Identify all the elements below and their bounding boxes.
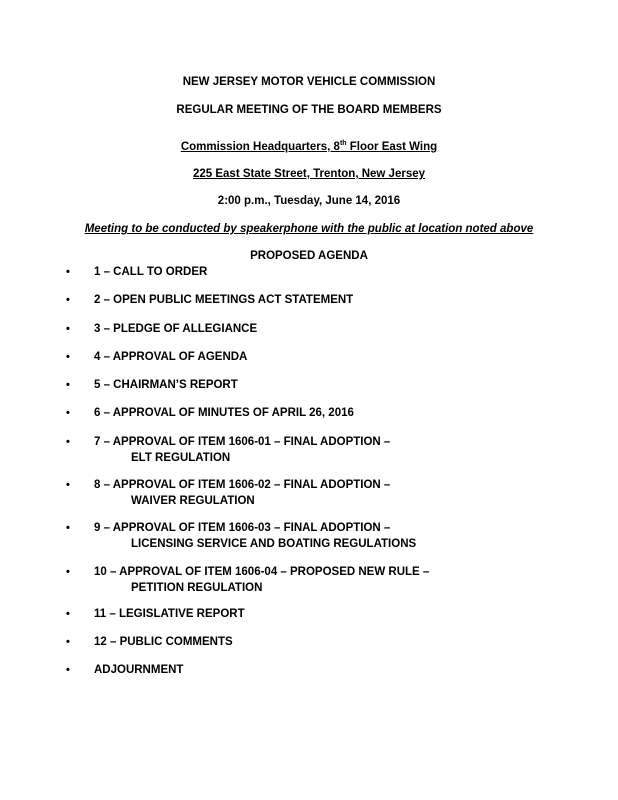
meeting-address: 225 East State Street, Trenton, New Jersey: [192, 168, 426, 180]
agenda-item-line: 10 – APPROVAL OF ITEM 1606-04 – PROPOSED NEW RULE –: [94, 566, 430, 578]
bullet-icon: •: [66, 479, 70, 491]
bullet-icon: •: [66, 608, 70, 620]
agenda-item-text: 1 – CALL TO ORDER: [94, 266, 208, 278]
agenda-item-text: [94, 477, 390, 509]
agenda-item-text: 2 – OPEN PUBLIC MEETINGS ACT STATEMENT: [94, 294, 354, 306]
bullet-icon: •: [66, 351, 70, 363]
agenda-item-text: 5 – CHAIRMAN’S REPORT: [94, 379, 238, 391]
bullet-icon: •: [66, 664, 70, 676]
agenda-item-text: 6 – APPROVAL OF MINUTES OF APRIL 26, 2016: [94, 407, 354, 419]
agenda-item-line: 7 – APPROVAL OF ITEM 1606-01 – FINAL ADOPTION –: [94, 436, 391, 448]
agenda-item-subline: WAIVER REGULATION: [131, 495, 255, 507]
agenda-item-text: 12 – PUBLIC COMMENTS: [94, 636, 233, 648]
meeting-note: Meeting to be conducted by speakerphone with the public at location noted above: [84, 223, 534, 235]
agenda-item-text: 11 – LEGISLATIVE REPORT: [94, 608, 245, 620]
agenda-item-line: 9 – APPROVAL OF ITEM 1606-03 – FINAL ADOPTION –: [94, 522, 391, 534]
commission-title: NEW JERSEY MOTOR VEHICLE COMMISSION: [182, 76, 436, 88]
bullet-icon: •: [66, 636, 70, 648]
agenda-item-subline: LICENSING SERVICE AND BOATING REGULATIONS: [131, 538, 417, 550]
agenda-item-text: 3 – PLEDGE OF ALLEGIANCE: [94, 323, 258, 335]
bullet-icon: •: [66, 266, 70, 278]
agenda-item-text: ADJOURNMENT: [94, 664, 184, 676]
location-main: Commission Headquarters, 8: [180, 141, 340, 153]
agenda-item-subline: ELT REGULATION: [131, 452, 231, 464]
meeting-location: [0, 141, 618, 153]
agenda-item-text: [94, 564, 429, 596]
location-text: [181, 141, 437, 153]
location-wing: Floor East Wing: [346, 141, 438, 153]
bullet-icon: •: [66, 323, 70, 335]
location-ordinal: th: [339, 140, 347, 148]
bullet-icon: •: [66, 566, 70, 578]
bullet-icon: •: [66, 407, 70, 419]
agenda-item-text: [94, 434, 390, 466]
agenda-item-line: 8 – APPROVAL OF ITEM 1606-02 – FINAL ADOPTION –: [94, 479, 391, 491]
agenda-item-subline: PETITION REGULATION: [131, 582, 263, 594]
agenda-item-text: 4 – APPROVAL OF AGENDA: [94, 351, 248, 363]
bullet-icon: •: [66, 379, 70, 391]
agenda-heading: PROPOSED AGENDA: [250, 250, 368, 262]
bullet-icon: •: [66, 436, 70, 448]
bullet-icon: •: [66, 294, 70, 306]
bullet-icon: •: [66, 522, 70, 534]
agenda-item-text: [94, 520, 416, 552]
meeting-subtitle: REGULAR MEETING OF THE BOARD MEMBERS: [176, 104, 442, 116]
meeting-datetime: 2:00 p.m., Tuesday, June 14, 2016: [217, 195, 401, 207]
